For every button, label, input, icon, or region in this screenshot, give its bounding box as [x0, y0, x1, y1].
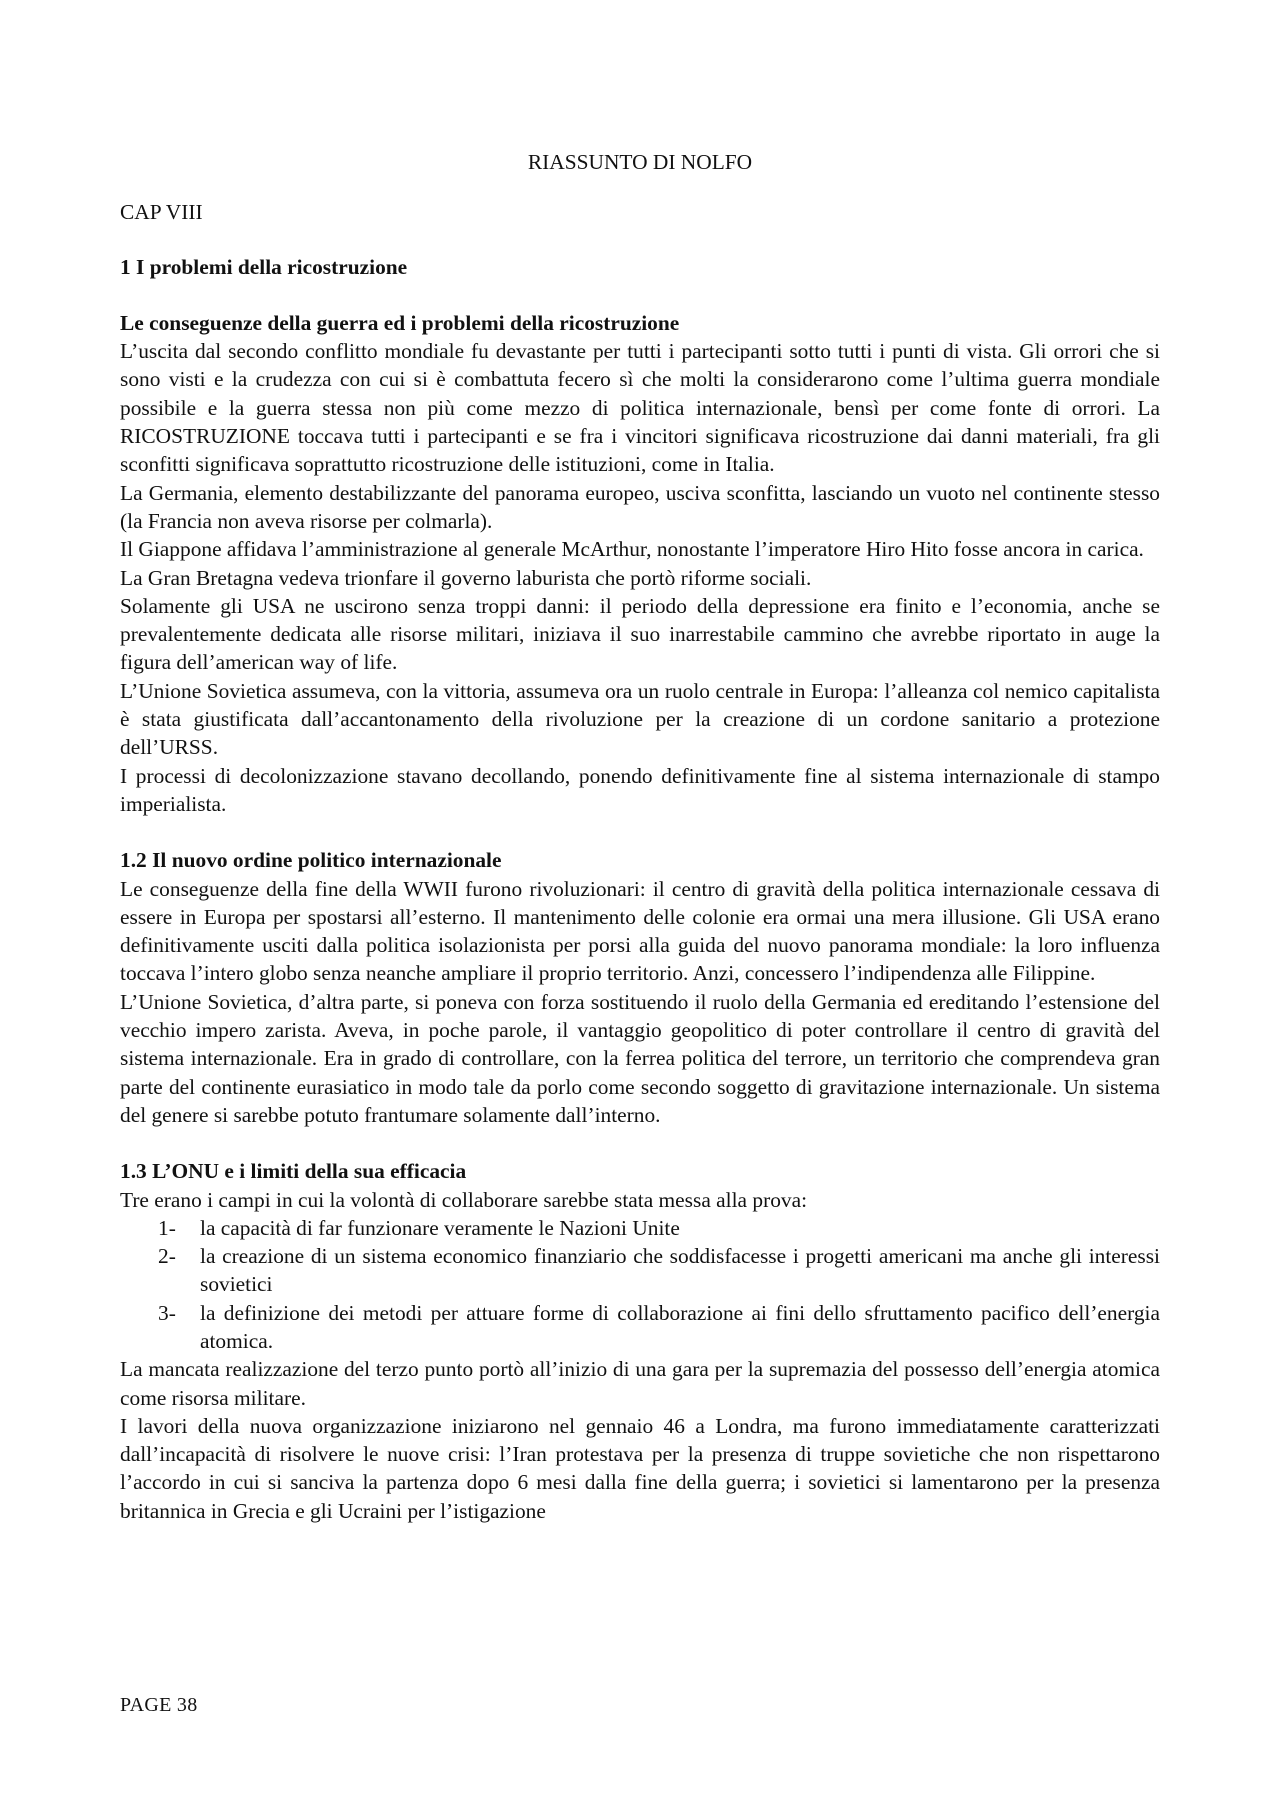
chapter-label: CAP VIII [120, 200, 203, 225]
list-item-text: la definizione dei metodi per attuare forme di collaborazione ai fini dello sfruttamento pacifico dell’energia atomica. [200, 1300, 1160, 1353]
paragraph: L’Unione Sovietica assumeva, con la vittoria, assumeva ora un ruolo centrale in Europa: l’alleanza col nemico capitalista è stata giustificata dall’accantonamento della rivoluzione per la creazione di un cordone sanitario a protezione dell’URSS. [120, 678, 1160, 760]
paragraph: L’uscita dal secondo conflitto mondiale fu devastante per tutti i partecipanti sotto tutti i punti di vista. Gli orrori che si sono visti e la crudezza con cui si è combattuta fecero sì che molti la considerarono come l’ultima guerra mondiale possibile e la guerra stessa non più come mezzo di politica internazionale, bensì per come fonte di orrori. La RICOSTRUZIONE toccava tutti i partecipanti e se fra i vincitori significava ricostruzione dai danni materiali, fra gli sconfitti significava soprattutto ricostruzione delle istituzioni, come in Italia. [120, 339, 1160, 477]
section-heading: 1 I problemi della ricostruzione [120, 254, 408, 279]
subsection-heading: 1.3 L’ONU e i limiti della sua efficacia [120, 1159, 467, 1184]
paragraph: Solamente gli USA ne uscirono senza troppi danni: il periodo della depressione era finito e l’economia, anche se prevalentemente dedicata alle risorse militari, iniziava il suo inarrestabile cammino che avrebbe riportato in auge la figura dell’american way of life. [120, 593, 1160, 675]
list-item-text: la creazione di un sistema economico finanziario che soddisfacesse i progetti americani ma anche gli interessi sovietici [200, 1244, 1160, 1297]
document-title: RIASSUNTO DI NOLFO [527, 150, 753, 174]
paragraph: Le conseguenze della fine della WWII furono rivoluzionari: il centro di gravità della politica internazionale cessava di essere in Europa per spostarsi all’esterno. Il mantenimento delle colonie era ormai una mera illusione. Gli USA erano definitivamente usciti dalla politica isolazionista per porsi alla guida del nuovo panorama mondiale: la loro influenza toccava l’intero globo senza neanche ampliare il proprio territorio. Anzi, concessero l’indipendenza alle Filippine. [120, 876, 1160, 986]
list-item [120, 1214, 1160, 1242]
paragraph: I lavori della nuova organizzazione iniziarono nel gennaio 46 a Londra, ma furono immediatamente caratterizzati dall’incapacità di risolvere le nuove crisi: l’Iran protestava per la presenza di truppe sovietiche che non rispettarono l’accordo in cui si sanciva la partenza dopo 6 mesi dalla fine della guerra; i sovietici si lamentarono per la presenza britannica in Grecia e gli Ucraini per l’istigazione [120, 1413, 1160, 1523]
subsection-new-order [120, 846, 1160, 1129]
paragraph: Il Giappone affidava l’amministrazione al generale McArthur, nonostante l’imperatore Hiro Hito fosse ancora in carica. [120, 537, 1144, 562]
list-item [120, 1299, 1160, 1356]
paragraph: L’Unione Sovietica, d’altra parte, si poneva con forza sostituendo il ruolo della Germania ed ereditando l’estensione del vecchio impero zarista. Aveva, in poche parole, il vantaggio geopolitico di poter controllare il centro di gravità del sistema internazionale. Era in grado di controllare, con la ferrea politica del terrore, un territorio che comprendeva gran parte del continente eurasiatico in modo tale da porlo come secondo soggetto di gravitazione internazionale. Un sistema del genere si sarebbe potuto frantumare solamente dall’interno. [120, 989, 1160, 1127]
list-number: 3- [158, 1300, 176, 1325]
list-number: 1- [158, 1215, 176, 1240]
document-page [120, 148, 1160, 1553]
list-item [120, 1242, 1160, 1299]
subsection-onu [120, 1157, 1160, 1525]
numbered-list [120, 1214, 1160, 1355]
subsection-heading: 1.2 Il nuovo ordine politico internazionale [120, 848, 502, 873]
paragraph: Tre erano i campi in cui la volontà di collaborare sarebbe stata messa alla prova: [120, 1187, 808, 1212]
list-number: 2- [158, 1244, 176, 1269]
subsection-heading: Le conseguenze della guerra ed i problemi della ricostruzione [120, 310, 680, 335]
paragraph: I processi di decolonizzazione stavano decollando, ponendo definitivamente fine al sistema internazionale di stampo imperialista. [120, 763, 1160, 816]
subsection-consequences [120, 309, 1160, 818]
page-footer: PAGE 38 [120, 1694, 198, 1716]
paragraph: La Germania, elemento destabilizzante del panorama europeo, usciva sconfitta, lasciando un vuoto nel continente stesso (la Francia non aveva risorse per colmarla). [120, 480, 1160, 533]
paragraph: La Gran Bretagna vedeva trionfare il governo laburista che portò riforme sociali. [120, 565, 812, 590]
paragraph: La mancata realizzazione del terzo punto portò all’inizio di una gara per la supremazia del possesso dell’energia atomica come risorsa militare. [120, 1357, 1160, 1410]
list-item-text: la capacità di far funzionare veramente le Nazioni Unite [200, 1215, 680, 1240]
